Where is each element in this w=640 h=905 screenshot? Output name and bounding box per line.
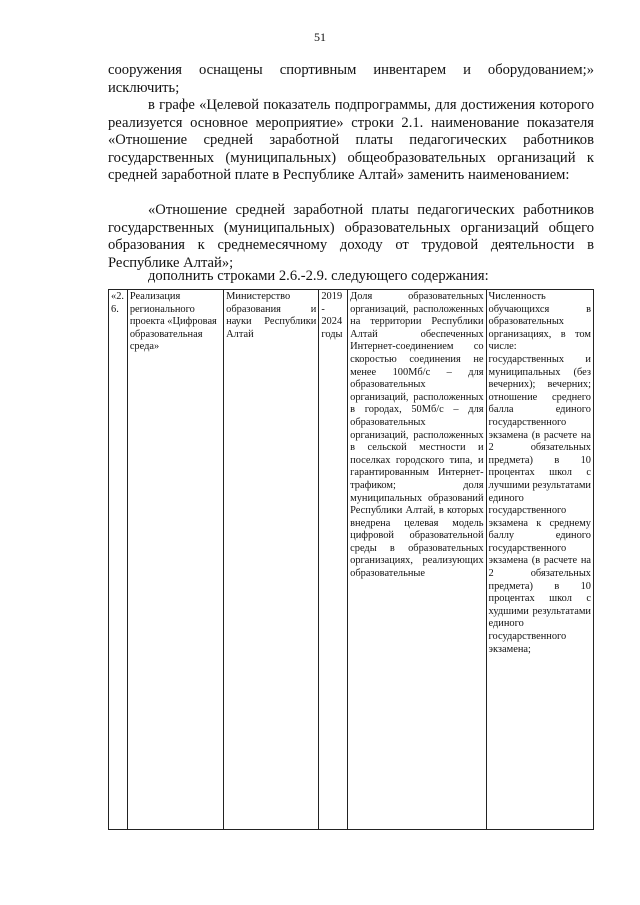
cell-number: «2. 6. [109, 290, 128, 830]
paragraph-2: в графе «Целевой показатель подпрограммы, для достижения которого реализуется основное мероприятие» строки 2.1. наименование показателя «Отношение средней заработной платы педагогических работников государственных (муниципальных) общеобразовательных организаций к средней заработной плате в Республике Алтай» заменить наименованием: [108, 97, 594, 183]
page-number: 51 [314, 30, 326, 44]
table-row [109, 290, 594, 830]
cell-period: 2019 - 2024 годы [319, 290, 348, 830]
activities-table [108, 289, 594, 830]
cell-activity: Реализация регионального проекта «Цифровая образовательная среда» [127, 290, 223, 830]
paragraph-4: дополнить строками 2.6.-2.9. следующего содержания: [148, 268, 489, 284]
cell-target: Численность обучающихся в образовательных организациях, в том числе: государственных и муниципальных (без вечерних); вечерних; отношение среднего балла единого государственного экзамена (в расчете на 2 обязательных предмета) в 10 процентах школ с лучшими результатами единого государственного экзамена к среднему баллу единого государственного экзамена (в расчете на 2 обязательных предмета) в 10 процентах школ с худшими результатами единого государственного экзамена; [486, 290, 593, 830]
paragraph-1: сооружения оснащены спортивным инвентарем и оборудованием;» исключить; [108, 62, 594, 96]
cell-executor: Министерство образования и науки Республики Алтай [224, 290, 319, 830]
cell-indicator: Доля образовательных организаций, расположенных на территории Республики Алтай обеспеченных Интернет-соединением со скоростью соединения не менее 100Мб/с – для образовательных организаций, расположенных в городах, 50Мб/с – для образовательных организаций, расположенных в сельской местности и поселках городского типа, и гарантированным Интернет-трафиком; доля муниципальных образований Республики Алтай, в которых внедрена целевая модель цифровой образовательной среды в образовательных организациях, реализующих образовательные [348, 290, 486, 830]
paragraph-3: «Отношение средней заработной платы педагогических работников государственных (муниципальных) образовательных организаций общего образования к среднемесячному доходу от трудовой деятельности в Республике Алтай»; [108, 202, 594, 271]
